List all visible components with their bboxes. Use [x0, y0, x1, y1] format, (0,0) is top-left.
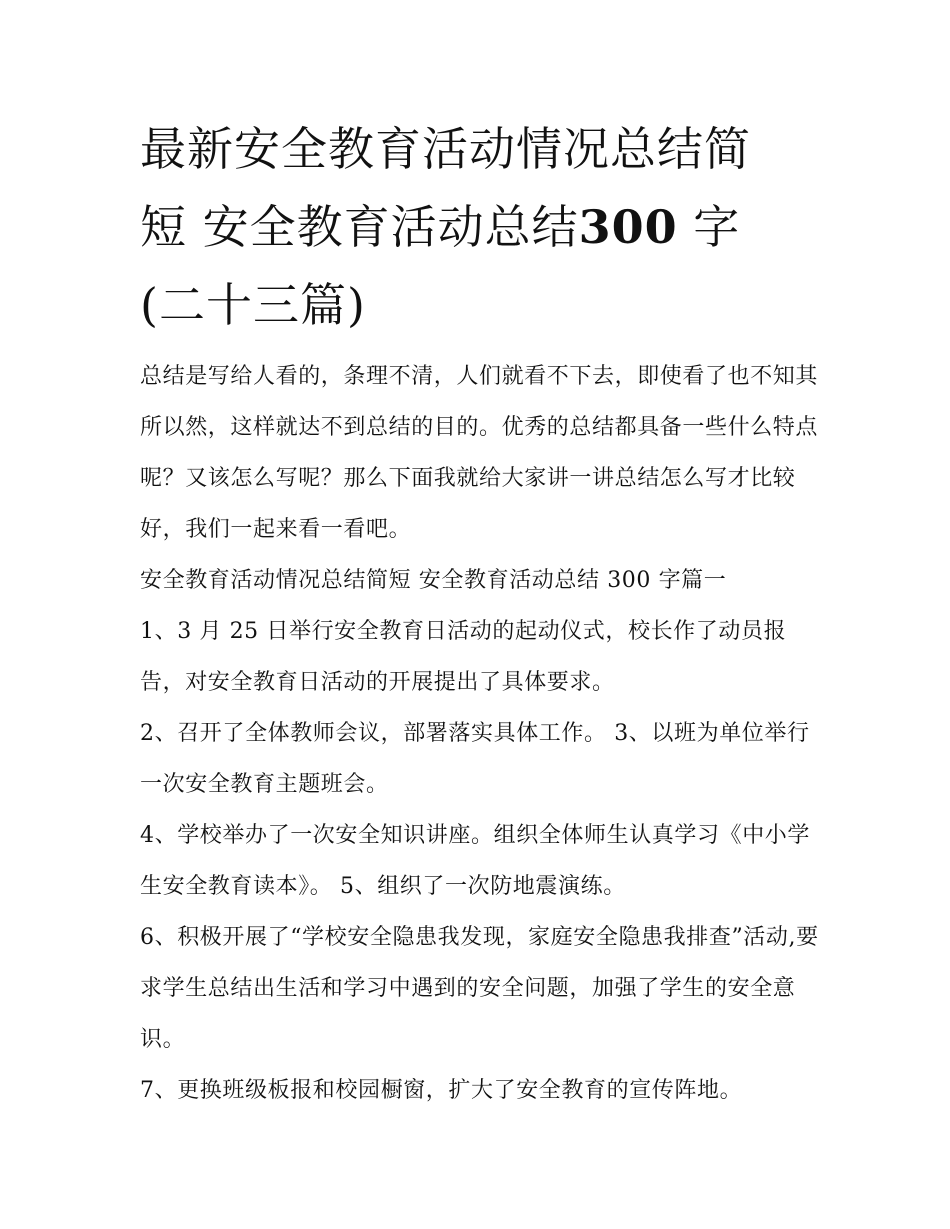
document-body: [140, 351, 820, 1116]
list-item-7: 7、更换班级板报和校园橱窗，扩大了安全教育的宣传阵地。: [140, 1078, 743, 1103]
document-title: [140, 110, 820, 344]
list-item-1: 1、3 月 25 日举行安全教育日活动的起动仪式，校长作了动员报告，对安全教育日活动的开展提出了具体要求。: [140, 619, 787, 695]
list-item-6: 6、积极开展了“学校安全隐患我发现，家庭安全隐患我排查”活动,要求学生总结出生活和学习中遇到的安全问题，加强了学生的安全意识。: [140, 925, 819, 1052]
title-line-1: 最新安全教育活动情况总结简: [140, 122, 751, 176]
section-heading: 安全教育活动情况总结简短 安全教育活动总结 300 字篇一: [140, 568, 727, 593]
title-line-2-text: 短 安全教育活动总结: [140, 200, 579, 254]
title-line-2-number: 300: [578, 200, 678, 254]
list-item-2-3: 2、召开了全体教师会议，部署落实具体工作。 3、以班为单位举行一次安全教育主题班会。: [140, 721, 810, 797]
intro-paragraph: 总结是写给人看的，条理不清，人们就看不下去，即使看了也不知其所以然，这样就达不到总结的目的。优秀的总结都具备一些什么特点呢？又该怎么写呢？那么下面我就给大家讲一讲总结怎么写才比较好，我们一起来看一看吧。: [140, 364, 819, 542]
title-line-3: (二十三篇): [140, 278, 366, 332]
title-line-2-suffix: 字: [677, 200, 741, 254]
list-item-4-5: 4、学校举办了一次安全知识讲座。组织全体师生认真学习《中小学生安全教育读本》。 5、组织了一次防地震演练。: [140, 823, 810, 899]
